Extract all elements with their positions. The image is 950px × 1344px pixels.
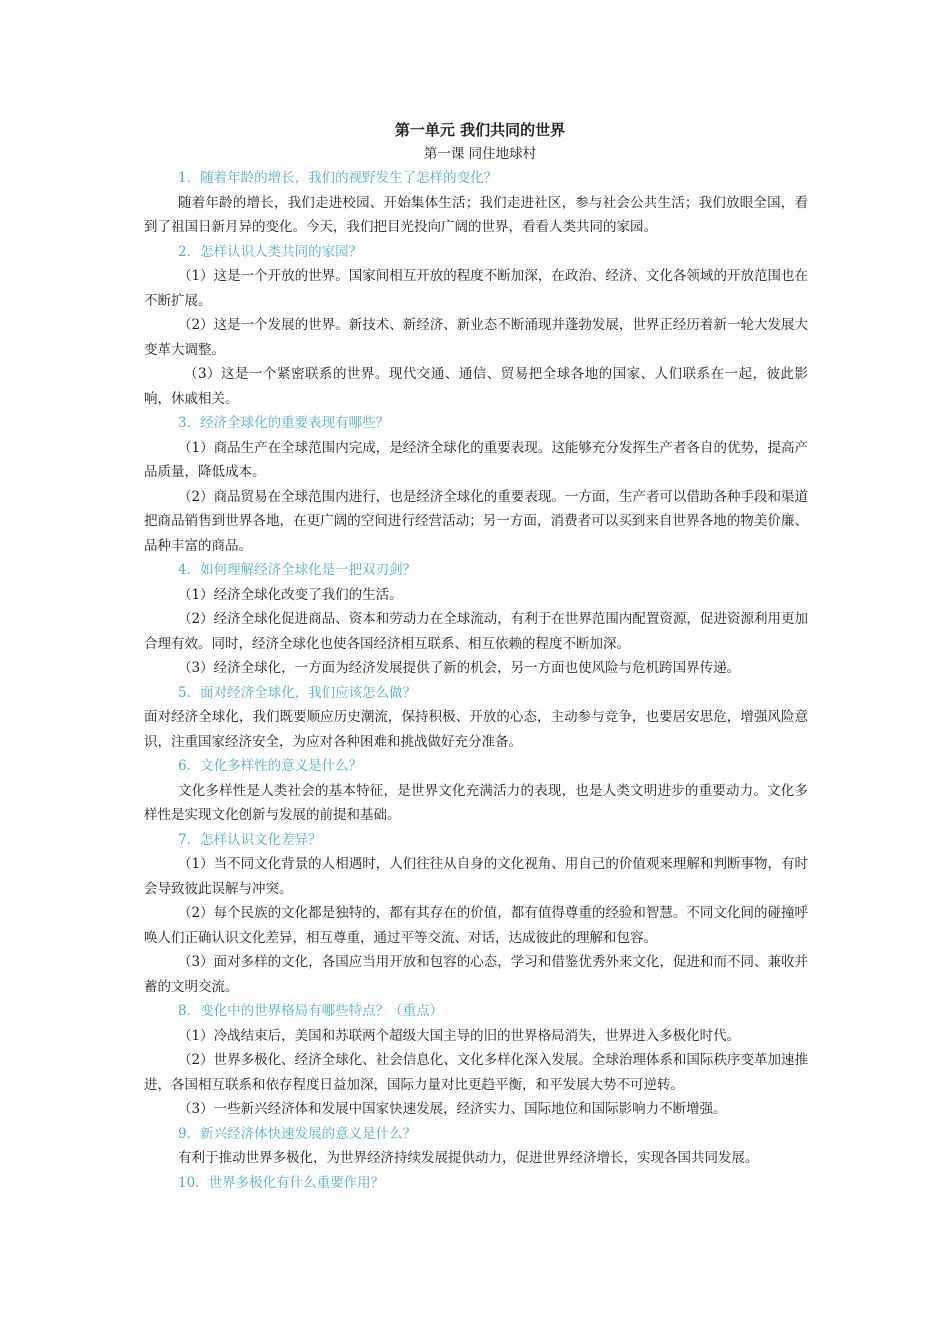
answer-paragraph: （3）经济全球化，一方面为经济发展提供了新的机会，另一方面也使风险与危机跨国界传递。 bbox=[178, 660, 741, 676]
answer-paragraph: 随着年龄的增长，我们走进校园、开始集体生活；我们走进社区，参与社会公共生活；我们放眼全国，看到了祖国日新月异的变化。今天，我们把目光投向广阔的世界，看看人类共同的家园。 bbox=[144, 194, 808, 235]
lesson-title: 第一课 同住地球村 bbox=[423, 146, 537, 162]
answer-paragraph: （3）面对多样的文化，各国应当用开放和包容的心态，学习和借鉴优秀外来文化，促进和而不同、兼收并蓄的文明交流。 bbox=[144, 954, 808, 995]
answer-paragraph: （2）这是一个发展的世界。新技术、新经济、新业态不断涌现并蓬勃发展，世界正经历着新一轮大发展大变革大调整。 bbox=[144, 317, 808, 358]
question-7: 7．怎样认识文化差异？ bbox=[178, 831, 322, 848]
answer-paragraph: （2）每个民族的文化都是独特的，都有其存在的价值，都有值得尊重的经验和智慧。不同文化间的碰撞呼唤人们正确认识文化差异，相互尊重，通过平等交流、对话，达成彼此的理解和包容。 bbox=[144, 905, 808, 946]
question-6: 6．文化多样性的意义是什么？ bbox=[178, 758, 363, 774]
answer-paragraph: （1）当不同文化背景的人相遇时，人们往往从自身的文化视角、用自己的价值观来理解和判断事物，有时会导致彼此误解与冲突。 bbox=[144, 856, 808, 897]
answer-paragraph: 面对经济全球化，我们既要顺应历史潮流，保持积极、开放的心态，主动参与竞争，也要居安思危，增强风险意识，注重国家经济安全，为应对各种困难和挑战做好充分准备。 bbox=[144, 709, 808, 750]
unit-title: 第一单元 我们共同的世界 bbox=[394, 121, 566, 139]
answer-paragraph: （1）经济全球化改变了我们的生活。 bbox=[178, 586, 403, 603]
document-content bbox=[144, 118, 808, 1195]
answer-paragraph: （2）世界多极化、经济全球化、社会信息化、文化多样化深入发展。全球治理体系和国际秩序变革加速推进，各国相互联系和依存程度日益加深，国际力量对比更趋平衡，和平发展大势不可逆转。 bbox=[144, 1052, 808, 1093]
question-1: 1．随着年龄的增长，我们的视野发生了怎样的变化？ bbox=[178, 170, 498, 186]
answer-paragraph: （1）冷战结束后，美国和苏联两个超级大国主导的旧的世界格局消失，世界进入多极化时代。 bbox=[178, 1027, 741, 1044]
question-3: 3．经济全球化的重要表现有哪些？ bbox=[178, 415, 390, 431]
question-2: 2．怎样认识人类共同的家园？ bbox=[178, 243, 363, 260]
answer-paragraph: （3）这是一个紧密联系的世界。现代交通、通信、贸易把全球各地的国家、人们联系在一起，彼此影响，休戚相关。 bbox=[144, 366, 808, 407]
question-9: 9．新兴经济体快速发展的意义是什么？ bbox=[178, 1125, 417, 1142]
answer-paragraph: （1）商品生产在全球范围内完成，是经济全球化的重要表现。这能够充分发挥生产者各自的优势，提高产品质量，降低成本。 bbox=[144, 439, 808, 480]
question-4: 4．如何理解经济全球化是一把双刃剑？ bbox=[178, 562, 417, 578]
answer-paragraph: 文化多样性是人类社会的基本特征，是世界文化充满活力的表现，也是人类文明进步的重要动力。文化多样性是实现文化创新与发展的前提和基础。 bbox=[144, 782, 808, 823]
answer-paragraph: （2）经济全球化促进商品、资本和劳动力在全球流动，有利于在世界范围内配置资源，促进资源利用更加合理有效。同时，经济全球化也使各国经济相互联系、相互依赖的程度不断加深。 bbox=[144, 611, 808, 652]
question-5: 5．面对经济全球化，我们应该怎么做？ bbox=[178, 684, 417, 701]
answer-paragraph: （2）商品贸易在全球范围内进行，也是经济全球化的重要表现。一方面，生产者可以借助各种手段和渠道把商品销售到世界各地，在更广阔的空间进行经营活动；另一方面，消费者可以买到来自世界各地的物美价廉、品种丰富的商品。 bbox=[144, 488, 808, 554]
answer-paragraph: 有利于推动世界多极化，为世界经济持续发展提供动力，促进世界经济增长，实现各国共同发展。 bbox=[178, 1150, 759, 1166]
answer-paragraph: （3）一些新兴经济体和发展中国家快速发展，经济实力、国际地位和国际影响力不断增强。 bbox=[178, 1101, 727, 1117]
question-10: 10．世界多极化有什么重要作用？ bbox=[178, 1174, 385, 1191]
answer-paragraph: （1）这是一个开放的世界。国家间相互开放的程度不断加深，在政治、经济、文化各领域的开放范围也在不断扩展。 bbox=[144, 268, 808, 309]
question-8: 8．变化中的世界格局有哪些特点？（重点） bbox=[178, 1003, 444, 1019]
